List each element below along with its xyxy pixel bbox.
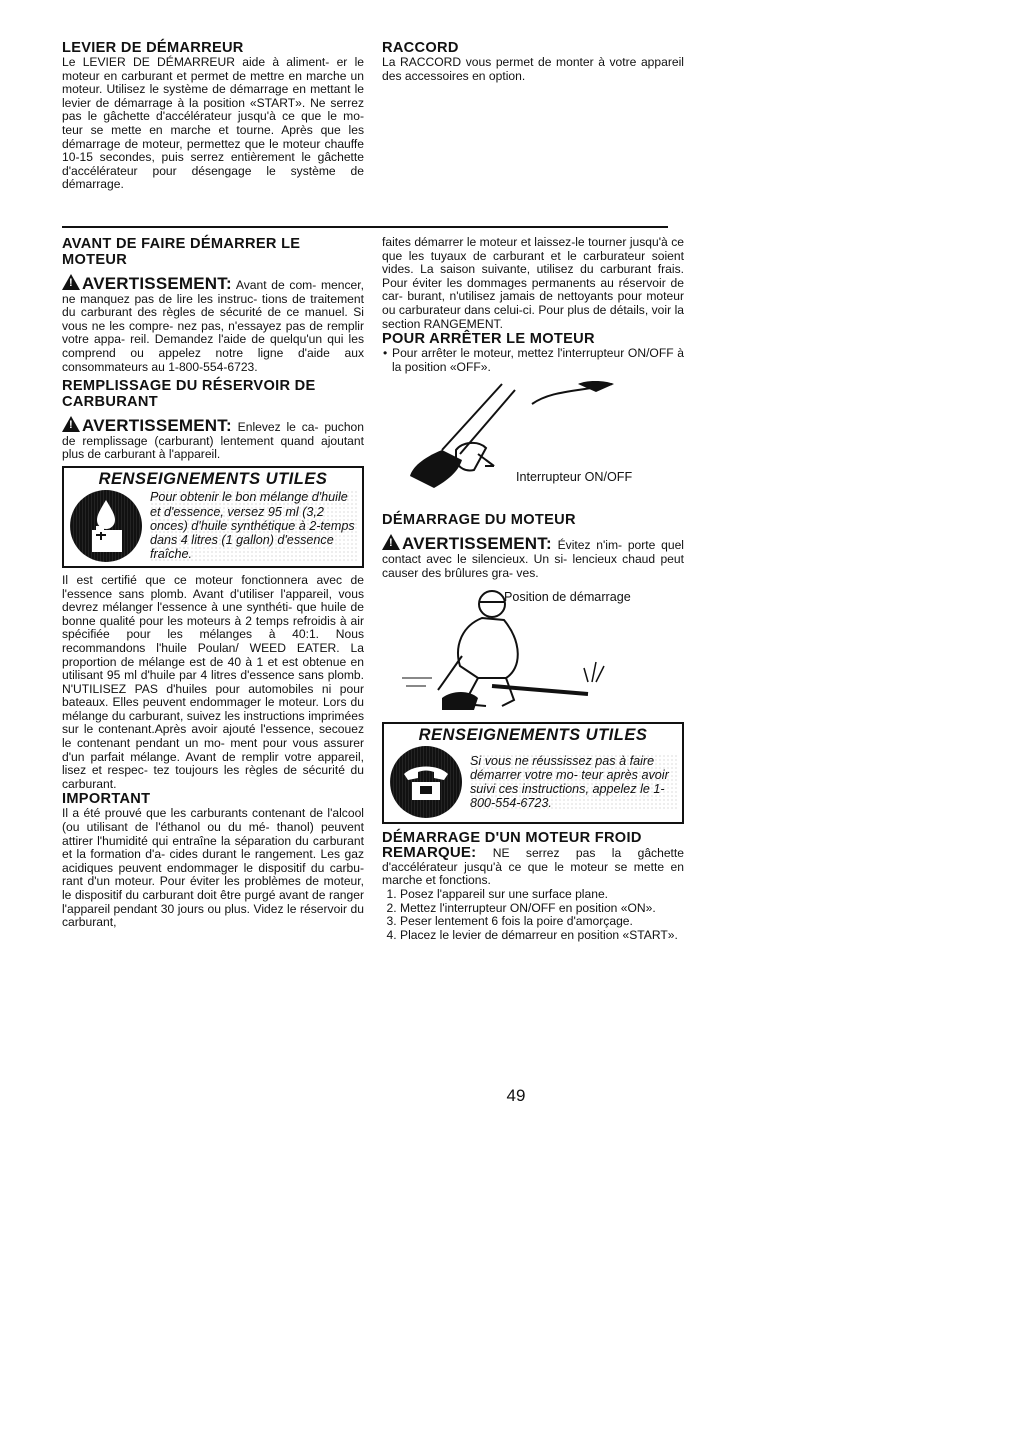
demarrage-title: DÉMARRAGE DU MOTEUR: [382, 512, 576, 529]
levier-title: LEVIER DE DÉMARREUR: [62, 40, 244, 56]
section-levier: [62, 40, 364, 192]
left-column: [62, 236, 364, 930]
tip-box-help: [382, 722, 684, 824]
figure-starting-position: [382, 586, 684, 716]
avant-warning: [62, 274, 364, 374]
raccord-title: RACCORD: [382, 40, 459, 56]
tip-box-fuel: [62, 466, 364, 568]
avant-title: AVANT DE FAIRE DÉMARRER LE MOTEUR: [62, 236, 301, 268]
tip-title: RENSEIGNEMENTS UTILES: [418, 726, 648, 745]
list-item: 3. Peser lentement 6 fois la poire d'amorçage.: [400, 915, 684, 929]
remarque-text: NE serrez pas la gâchette d'accélérateur jusqu'à ce que le moteur se mette en marche et fonctions.: [382, 846, 684, 888]
list-item: 1. Posez l'appareil sur une surface plane.: [400, 888, 684, 902]
onoff-caption: Interrupteur ON/OFF: [516, 470, 633, 485]
fuel-can-icon: [70, 490, 142, 562]
page-number: 49: [506, 1086, 526, 1105]
remarque-label: REMARQUE:: [382, 844, 477, 862]
essence-body: Il est certifié que ce moteur fonctionnera avec de l'essence sans plomb. Avant d'utiliser l'appareil, vous devrez mélanger l'essence à une synthéti- que huile de bonne qualité pour les moteurs à 2 temps refroidis à air spécifiée pour les mélanges à 40:1. Nous recommandons l'huile Poulan/ WEED EATER. La proportion de mélange est de 40 à 1 et est obtenue en utilisant 95 ml d'huile par 4 litres d'essence sans plomb. N'UTILISEZ PAS d'huiles pour automobiles ni pour bateaux. Elles peuvent endommager le moteur. Lors du mélange du carburant, suivez les instructions imprimées sur le contenant.Après avoir ajouté l'essence, secouez le contenant pendant un mo- ment pour vous assurer d'un parfait mélange. Avant de remplir votre appareil, lisez et respec- tez toujours les règles de sécurité du carburant.: [62, 572, 364, 791]
arreter-title: POUR ARRÊTER LE MOTEUR: [382, 331, 595, 348]
section-raccord: [382, 40, 684, 83]
tip-text: Pour obtenir le bon mélange d'huile et d'essence, versez 95 ml (3,2 onces) d'huile synthétique à 2-temps dans 4 litres (1 gallon) d'essence fraîche.: [150, 490, 358, 561]
telephone-icon: [390, 746, 462, 818]
froid-steps: [382, 888, 684, 942]
tip-text: Si vous ne réussissez pas à faire démarrer votre mo- teur après avoir suivi ces instructions, appelez le 1-800-554-6723.: [470, 754, 678, 811]
continued-body: faites démarrer le moteur et laissez-le tourner jusqu'à ce que les tuyaux de carburant et le carburateur soient vides. La saison suivante, utilisez du carburant frais. Pour éviter les dommages permanents au réservoir de car- burant, n'utilisez jamais de nettoyants pour moteur ou carburateur dans celui-ci. Pour plus de détails, voir la section RANGEMENT.: [382, 235, 684, 331]
raccord-body: La RACCORD vous permet de monter à votre appareil des accessoires en option.: [382, 55, 684, 83]
operator-kneeling-illustration: [382, 586, 684, 716]
list-item: 4. Placez le levier de démarreur en position «START».: [400, 929, 684, 943]
warning-label: AVERTISSEMENT:: [82, 274, 232, 293]
arreter-list: [382, 347, 684, 374]
froid-remarque: [382, 846, 684, 888]
list-item: 2. Mettez l'interrupteur ON/OFF en position «ON».: [400, 902, 684, 916]
important-title: IMPORTANT: [62, 791, 151, 808]
warning-triangle-icon: [62, 416, 80, 432]
trimmer-handle-illustration: [382, 380, 684, 506]
important-body: Il a été prouvé que les carburants contenant de l'alcool (ou utilisant de l'éthanol ou du mé- thanol) peuvent attirer l'humidité qui entraîne la séparation du carburant et la formation d'a- cides durant le rangement. Les gaz acidiques peuvent endommager le dispositif du carbu- rant d'un moteur. Pour éviter les problèmes de moteur, le dispositif du carburant doit être purgé avant de ranger l'appareil pendant 30 jours ou plus. Videz le réservoir du carburant,: [62, 806, 364, 930]
warning-triangle-icon: [382, 534, 400, 550]
avant-warning-text: Avant de com- mencer, ne manquez pas de lire les instruc- tions de traitement du carburant des règles de sécurité de ce manuel. Si vous ne les compre- nez pas, n'essayez pas de remplir votre appa- reil. Demandez l'aide de quelqu'un qui les comprend ou appelez notre ligne d'aide aux consommateurs au 1-800-554-6723.: [62, 278, 364, 374]
starting-position-caption: Position de démarrage: [504, 590, 631, 605]
right-column: [382, 236, 684, 942]
demarrage-warning-text: Évitez n'im- porte quel contact avec le silencieux. Un si- lencieux chaud peut causer des brûlures gra- ves.: [382, 538, 684, 580]
warning-label: AVERTISSEMENT:: [402, 534, 552, 554]
tip-title: RENSEIGNEMENTS UTILES: [98, 469, 328, 488]
section-divider: [62, 226, 668, 228]
levier-body: Le LEVIER DE DÉMARREUR aide à aliment- er le moteur en carburant et permet de mettre en marche un moteur. Utilisez le système de démarrage en mettant le levier de démarrage à la position «START». Ne serrez pas le gâchette d'accélérateur jusqu'à ce que le mo- teur se mette en marche et tourne. Après que les démarrage de moteur, permettez que le moteur chauffe 10-15 secondes, puis serrez entièrement le gâchette d'accélérateur pour désengage le système de démarrage.: [62, 55, 364, 192]
warning-label: AVERTISSEMENT:: [82, 416, 232, 436]
remplissage-title: REMPLISSAGE DU RÉSERVOIR DE CARBURANT: [62, 378, 316, 411]
remplissage-warning-text: Enlevez le ca- puchon de remplissage (carburant) lentement quand ajoutant plus de carburant à l'appareil.: [62, 420, 364, 462]
warning-triangle-icon: [62, 274, 80, 290]
remplissage-warning: [62, 416, 364, 462]
figure-onoff-switch: [382, 380, 684, 506]
froid-title: DÉMARRAGE D'UN MOTEUR FROID: [382, 830, 642, 847]
list-item: • Pour arrêter le moteur, mettez l'interrupteur ON/OFF à la position «OFF».: [392, 347, 684, 374]
demarrage-warning: [382, 534, 684, 580]
